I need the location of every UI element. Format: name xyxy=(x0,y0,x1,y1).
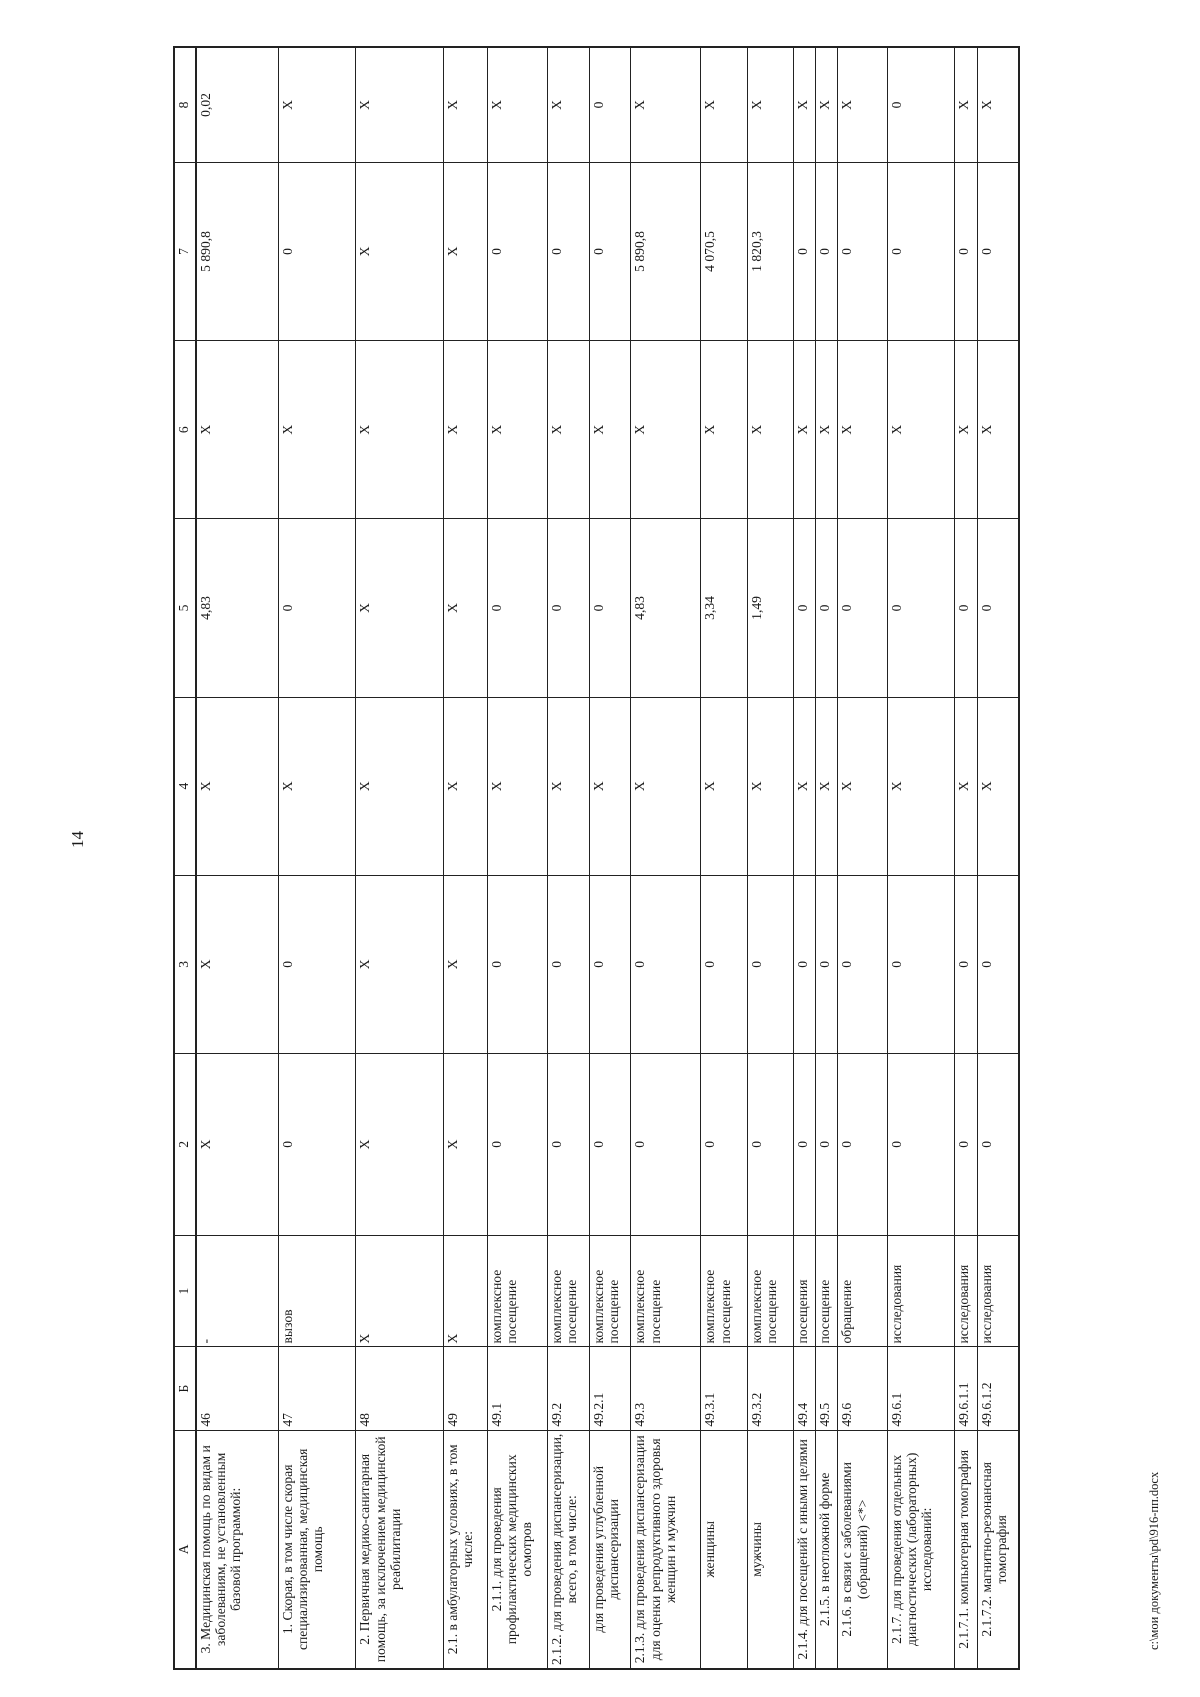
table-cell: 49.5 xyxy=(815,1347,837,1430)
table-cell: 0 xyxy=(748,1054,793,1236)
table-cell: Х xyxy=(631,341,701,519)
table-cell: 4 070,5 xyxy=(701,162,748,340)
table-cell: 1,49 xyxy=(748,519,793,697)
table-cell: исследования xyxy=(977,1235,1019,1347)
table-cell: 49 xyxy=(443,1347,487,1430)
table-cell: 0 xyxy=(589,875,631,1053)
table-cell: Х xyxy=(547,341,589,519)
table-cell: 0 xyxy=(955,875,977,1053)
table-cell: 46 xyxy=(196,1347,278,1430)
row-name-cell: 2.1. в амбулаторных условиях, в том числе: xyxy=(443,1430,487,1669)
table-cell: Х xyxy=(487,341,547,519)
table-cell: Х xyxy=(631,697,701,875)
table-cell: 49.2 xyxy=(547,1347,589,1430)
table-cell: 0,02 xyxy=(196,47,278,162)
table-cell: Х xyxy=(887,697,955,875)
table-cell: 0 xyxy=(631,875,701,1053)
table-cell: 49.3.2 xyxy=(748,1347,793,1430)
table-cell: Х xyxy=(701,47,748,162)
table-cell: Х xyxy=(443,47,487,162)
table-row xyxy=(955,47,977,1669)
table-cell: Х xyxy=(196,1054,278,1236)
column-header: 1 xyxy=(174,1235,196,1347)
table-cell: Х xyxy=(443,1054,487,1236)
column-header: 6 xyxy=(174,341,196,519)
row-name-cell: мужчины xyxy=(748,1430,793,1669)
table-cell: Х xyxy=(487,697,547,875)
table-cell: Х xyxy=(589,341,631,519)
table-cell: 0 xyxy=(547,1054,589,1236)
table-cell: 49.6.1 xyxy=(887,1347,955,1430)
table-cell: Х xyxy=(793,697,815,875)
table-cell: Х xyxy=(631,47,701,162)
table-cell: 0 xyxy=(487,519,547,697)
table-cell: 0 xyxy=(487,875,547,1053)
table-cell: 0 xyxy=(815,875,837,1053)
table-cell: Х xyxy=(838,697,887,875)
table-cell: 0 xyxy=(278,1054,355,1236)
table-cell: 48 xyxy=(356,1347,443,1430)
row-name-cell: 3. Медицинская помощь по видам и заболеваниям, не установленным базовой программой: xyxy=(196,1430,278,1669)
table-cell: Х xyxy=(815,341,837,519)
table-cell: Х xyxy=(443,697,487,875)
table-cell: Х xyxy=(955,341,977,519)
table-row xyxy=(838,47,887,1669)
table-cell: 0 xyxy=(793,162,815,340)
table-cell: 49.6 xyxy=(838,1347,887,1430)
row-name-cell: 2.1.3. для проведения диспансеризации для оценки репродуктивного здоровья женщин и мужчин xyxy=(631,1430,701,1669)
table-cell: Х xyxy=(977,697,1019,875)
table-cell: Х xyxy=(748,341,793,519)
table-cell: 0 xyxy=(887,162,955,340)
table-body xyxy=(196,47,1019,1669)
table-cell: исследования xyxy=(887,1235,955,1347)
table-row xyxy=(547,47,589,1669)
table-cell: 0 xyxy=(815,162,837,340)
table-cell: 0 xyxy=(278,875,355,1053)
table-cell: 0 xyxy=(547,162,589,340)
table-row xyxy=(487,47,547,1669)
table-cell: Х xyxy=(838,47,887,162)
table-row xyxy=(977,47,1019,1669)
table-cell: Х xyxy=(278,341,355,519)
column-header: 3 xyxy=(174,875,196,1053)
row-name-cell: 2.1.7.2. магнитно-резонансная томография xyxy=(977,1430,1019,1669)
table-cell: Х xyxy=(443,162,487,340)
table-cell: 0 xyxy=(977,162,1019,340)
table-cell: 4,83 xyxy=(196,519,278,697)
table-cell: Х xyxy=(356,1054,443,1236)
table-cell: 0 xyxy=(547,875,589,1053)
table-cell: 0 xyxy=(977,875,1019,1053)
header-row xyxy=(174,47,196,1669)
table-cell: Х xyxy=(443,519,487,697)
table-cell: 0 xyxy=(955,1054,977,1236)
table-cell: 0 xyxy=(748,875,793,1053)
table-cell: 0 xyxy=(955,519,977,697)
row-name-cell: 2.1.5. в неотложной форме xyxy=(815,1430,837,1669)
table-row xyxy=(631,47,701,1669)
file-path-footer: c:\мои документы\pd\916-пп.docx xyxy=(1147,1471,1161,1650)
column-header: 4 xyxy=(174,697,196,875)
row-name-cell: 2.1.6. в связи с заболеваниями (обращений) <*> xyxy=(838,1430,887,1669)
column-header: 8 xyxy=(174,47,196,162)
table-cell: 0 xyxy=(547,519,589,697)
table-cell: 0 xyxy=(977,1054,1019,1236)
table-cell: 49.2.1 xyxy=(589,1347,631,1430)
data-table xyxy=(173,46,1020,1670)
table-cell: 0 xyxy=(955,162,977,340)
table-cell: Х xyxy=(356,341,443,519)
table-cell: Х xyxy=(977,47,1019,162)
table-cell: 47 xyxy=(278,1347,355,1430)
row-name-cell: 2.1.7.1. компьютерная томография xyxy=(955,1430,977,1669)
table-cell: Х xyxy=(815,47,837,162)
table-cell: 1 820,3 xyxy=(748,162,793,340)
table-cell: 0 xyxy=(977,519,1019,697)
table-cell: Х xyxy=(748,697,793,875)
table-cell: Х xyxy=(547,697,589,875)
table-row xyxy=(356,47,443,1669)
table-cell: 0 xyxy=(793,875,815,1053)
table-cell: Х xyxy=(196,697,278,875)
table-cell: Х xyxy=(547,47,589,162)
table-cell: Х xyxy=(278,47,355,162)
table-cell: Х xyxy=(955,697,977,875)
table-row xyxy=(196,47,278,1669)
table-cell: - xyxy=(196,1235,278,1347)
table-cell: 0 xyxy=(793,1054,815,1236)
table-cell: обращение xyxy=(838,1235,887,1347)
table-cell: 0 xyxy=(887,47,955,162)
table-row xyxy=(701,47,748,1669)
table-cell: 5 890,8 xyxy=(631,162,701,340)
table-cell: Х xyxy=(278,697,355,875)
row-name-cell: 2.1.7. для проведения отдельных диагностических (лабораторных) исследований: xyxy=(887,1430,955,1669)
row-name-cell: женщины xyxy=(701,1430,748,1669)
table-cell: Х xyxy=(443,341,487,519)
table-cell: 3,34 xyxy=(701,519,748,697)
table-row xyxy=(443,47,487,1669)
table-row xyxy=(589,47,631,1669)
table-cell: 0 xyxy=(887,875,955,1053)
table-cell: 0 xyxy=(815,1054,837,1236)
table-cell: 49.3 xyxy=(631,1347,701,1430)
table-cell: 0 xyxy=(887,519,955,697)
table-cell: Х xyxy=(887,341,955,519)
table-cell: 49.3.1 xyxy=(701,1347,748,1430)
table-cell: 49.1 xyxy=(487,1347,547,1430)
column-header: 2 xyxy=(174,1054,196,1236)
row-name-cell: 1. Скорая, в том числе скорая специализированная, медицинская помощь xyxy=(278,1430,355,1669)
row-name-cell: 2. Первичная медико-санитарная помощь, за исключением медицинской реабилитации xyxy=(356,1430,443,1669)
table-cell: комплексное посещение xyxy=(631,1235,701,1347)
table-row xyxy=(815,47,837,1669)
rotated-table-wrapper xyxy=(173,46,1020,1670)
table-row xyxy=(793,47,815,1669)
table-cell: 0 xyxy=(838,162,887,340)
table-cell: 0 xyxy=(701,875,748,1053)
table-cell: 0 xyxy=(278,162,355,340)
table-cell: Х xyxy=(443,875,487,1053)
column-header: 7 xyxy=(174,162,196,340)
row-name-cell: 2.1.1. для проведения профилактических медицинских осмотров xyxy=(487,1430,547,1669)
table-cell: посещение xyxy=(815,1235,837,1347)
table-cell: 0 xyxy=(838,875,887,1053)
table-cell: 4,83 xyxy=(631,519,701,697)
table-cell: 49.6.1.1 xyxy=(955,1347,977,1430)
table-cell: 0 xyxy=(701,1054,748,1236)
table-cell: Х xyxy=(955,47,977,162)
table-cell: 49.6.1.2 xyxy=(977,1347,1019,1430)
row-name-cell: для проведения углубленной диспансеризации xyxy=(589,1430,631,1669)
table-cell: 0 xyxy=(278,519,355,697)
table-cell: комплексное посещение xyxy=(589,1235,631,1347)
table-cell: 5 890,8 xyxy=(196,162,278,340)
column-header: Б xyxy=(174,1347,196,1430)
table-cell: 0 xyxy=(631,1054,701,1236)
table-cell: Х xyxy=(793,47,815,162)
table-cell: Х xyxy=(196,341,278,519)
table-cell: комплексное посещение xyxy=(547,1235,589,1347)
table-cell: Х xyxy=(443,1235,487,1347)
table-cell: Х xyxy=(196,875,278,1053)
table-cell: 49.4 xyxy=(793,1347,815,1430)
table-cell: 0 xyxy=(838,519,887,697)
table-cell: Х xyxy=(356,875,443,1053)
table-cell: комплексное посещение xyxy=(701,1235,748,1347)
table-cell: 0 xyxy=(487,1054,547,1236)
table-cell: комплексное посещение xyxy=(487,1235,547,1347)
table-cell: вызов xyxy=(278,1235,355,1347)
column-header: А xyxy=(174,1430,196,1669)
table-cell: 0 xyxy=(887,1054,955,1236)
table-cell: Х xyxy=(793,341,815,519)
table-cell: Х xyxy=(701,341,748,519)
table-cell: посещения xyxy=(793,1235,815,1347)
table-cell: Х xyxy=(356,47,443,162)
table-cell: 0 xyxy=(838,1054,887,1236)
table-cell: исследования xyxy=(955,1235,977,1347)
table-cell: Х xyxy=(748,47,793,162)
page-number: 14 xyxy=(68,831,87,848)
table-row xyxy=(748,47,793,1669)
table-cell: 0 xyxy=(487,162,547,340)
table-cell: Х xyxy=(977,341,1019,519)
table-cell: комплексное посещение xyxy=(748,1235,793,1347)
table-row xyxy=(887,47,955,1669)
table-cell: 0 xyxy=(589,47,631,162)
table-row xyxy=(278,47,355,1669)
table-cell: Х xyxy=(487,47,547,162)
table-cell: Х xyxy=(356,1235,443,1347)
table-cell: Х xyxy=(589,697,631,875)
table-cell: Х xyxy=(838,341,887,519)
row-name-cell: 2.1.4. для посещений с иными целями xyxy=(793,1430,815,1669)
table-cell: 0 xyxy=(793,519,815,697)
table-cell: 0 xyxy=(589,519,631,697)
table-cell: 0 xyxy=(815,519,837,697)
table-cell: Х xyxy=(356,697,443,875)
column-header: 5 xyxy=(174,519,196,697)
table-cell: Х xyxy=(701,697,748,875)
table-cell: Х xyxy=(356,519,443,697)
table-cell: 0 xyxy=(589,1054,631,1236)
row-name-cell: 2.1.2. для проведения диспансеризации, всего, в том числе: xyxy=(547,1430,589,1669)
table-cell: Х xyxy=(815,697,837,875)
table-cell: 0 xyxy=(589,162,631,340)
table-cell: Х xyxy=(356,162,443,340)
